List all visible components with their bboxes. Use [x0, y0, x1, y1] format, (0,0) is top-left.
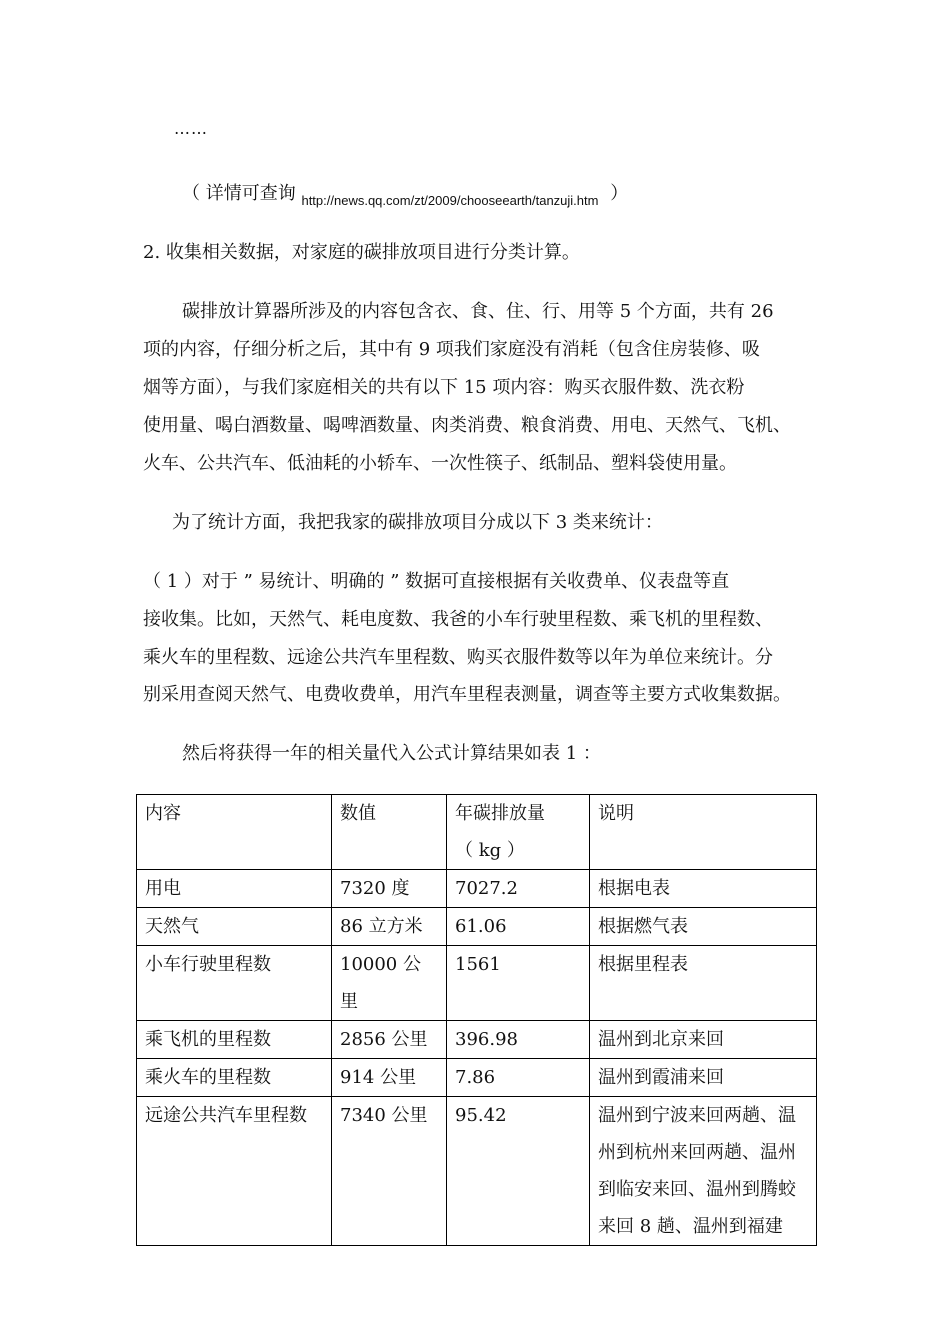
reference-line — [182, 183, 628, 206]
emission-table — [136, 794, 817, 1246]
paragraph1-line5: 火车、公共汽车、低油耗的小轿车、一次性筷子、纸制品、塑料袋使用量。 — [143, 453, 737, 474]
paragraph3-line3: 乘火车的里程数、远途公共汽车里程数、购买衣服件数等以年为单位来统计。分 — [143, 647, 773, 668]
table-row — [137, 1059, 817, 1097]
cell-emission: 396.98 — [447, 1021, 590, 1059]
ellipsis: …… — [174, 119, 208, 138]
cell-value: 7340 公里 — [332, 1097, 447, 1246]
reference-close: ） — [610, 183, 629, 204]
paragraph3-line1: （ 1 ）对于 ” 易统计、明确的 ” 数据可直接根据有关收费单、仪表盘等直 — [143, 571, 730, 592]
paragraph3-line2: 接收集。比如，天然气、耗电度数、我爸的小车行驶里程数、乘飞机的里程数、 — [143, 609, 773, 630]
note-line2: 州到杭州来回两趟、温州 — [598, 1142, 796, 1163]
step-2-heading: 2. 收集相关数据，对家庭的碳排放项目进行分类计算。 — [143, 242, 580, 263]
cell-value: 2856 公里 — [332, 1021, 447, 1059]
cell-value: 914 公里 — [332, 1059, 447, 1097]
paragraph2: 为了统计方面，我把我家的碳排放项目分成以下 3 类来统计： — [172, 512, 663, 533]
cell-emission: 7.86 — [447, 1059, 590, 1097]
cell-value: 10000 公里 — [332, 946, 447, 1021]
note-line4: 来回 8 趟、温州到福建 — [598, 1216, 783, 1237]
paragraph1-line4: 使用量、喝白酒数量、喝啤酒数量、肉类消费、粮食消费、用电、天然气、飞机、 — [143, 415, 791, 436]
table-row — [137, 1097, 817, 1246]
reference-open: （ 详情可查询 — [182, 183, 296, 204]
header-emission — [447, 795, 590, 870]
cell-emission: 95.42 — [447, 1097, 590, 1246]
table-row — [137, 870, 817, 908]
cell-emission: 61.06 — [447, 908, 590, 946]
paragraph3-line4: 别采用查阅天然气、电费收费单，用汽车里程表测量，调查等主要方式收集数据。 — [143, 684, 791, 705]
table-row — [137, 1021, 817, 1059]
cell-content: 小车行驶里程数 — [137, 946, 332, 1021]
cell-note: 根据里程表 — [590, 946, 817, 1021]
note-line3: 到临安来回、温州到腾蛟 — [598, 1179, 796, 1200]
note-line1: 温州到宁波来回两趟、温 — [598, 1105, 796, 1126]
cell-content: 天然气 — [137, 908, 332, 946]
reference-url[interactable]: http://news.qq.com/zt/2009/chooseearth/tanzuji.htm — [301, 193, 599, 208]
cell-content: 远途公共汽车里程数 — [137, 1097, 332, 1246]
cell-value: 86 立方米 — [332, 908, 447, 946]
cell-emission: 1561 — [447, 946, 590, 1021]
header-content: 内容 — [137, 795, 332, 870]
header-note: 说明 — [590, 795, 817, 870]
paragraph4: 然后将获得一年的相关量代入公式计算结果如表 1 ： — [182, 743, 601, 764]
cell-value: 7320 度 — [332, 870, 447, 908]
cell-content: 用电 — [137, 870, 332, 908]
cell-note: 根据燃气表 — [590, 908, 817, 946]
header-emission-line2: （ kg ） — [455, 840, 525, 861]
paragraph1-line1: 碳排放计算器所涉及的内容包含衣、食、住、行、用等 5 个方面，共有 26 — [182, 301, 774, 322]
table-row — [137, 946, 817, 1021]
header-value: 数值 — [332, 795, 447, 870]
cell-note: 根据电表 — [590, 870, 817, 908]
cell-note — [590, 1097, 817, 1246]
cell-emission: 7027.2 — [447, 870, 590, 908]
paragraph1-line2: 项的内容，仔细分析之后，其中有 9 项我们家庭没有消耗（包含住房装修、吸 — [143, 339, 760, 360]
table-header-row — [137, 795, 817, 870]
cell-content: 乘火车的里程数 — [137, 1059, 332, 1097]
cell-content: 乘飞机的里程数 — [137, 1021, 332, 1059]
paragraph1-line3: 烟等方面），与我们家庭相关的共有以下 15 项内容：购买衣服件数、洗衣粉 — [143, 377, 745, 398]
header-emission-line1: 年碳排放量 — [455, 803, 545, 824]
cell-note: 温州到霞浦来回 — [590, 1059, 817, 1097]
table-row — [137, 908, 817, 946]
cell-note: 温州到北京来回 — [590, 1021, 817, 1059]
